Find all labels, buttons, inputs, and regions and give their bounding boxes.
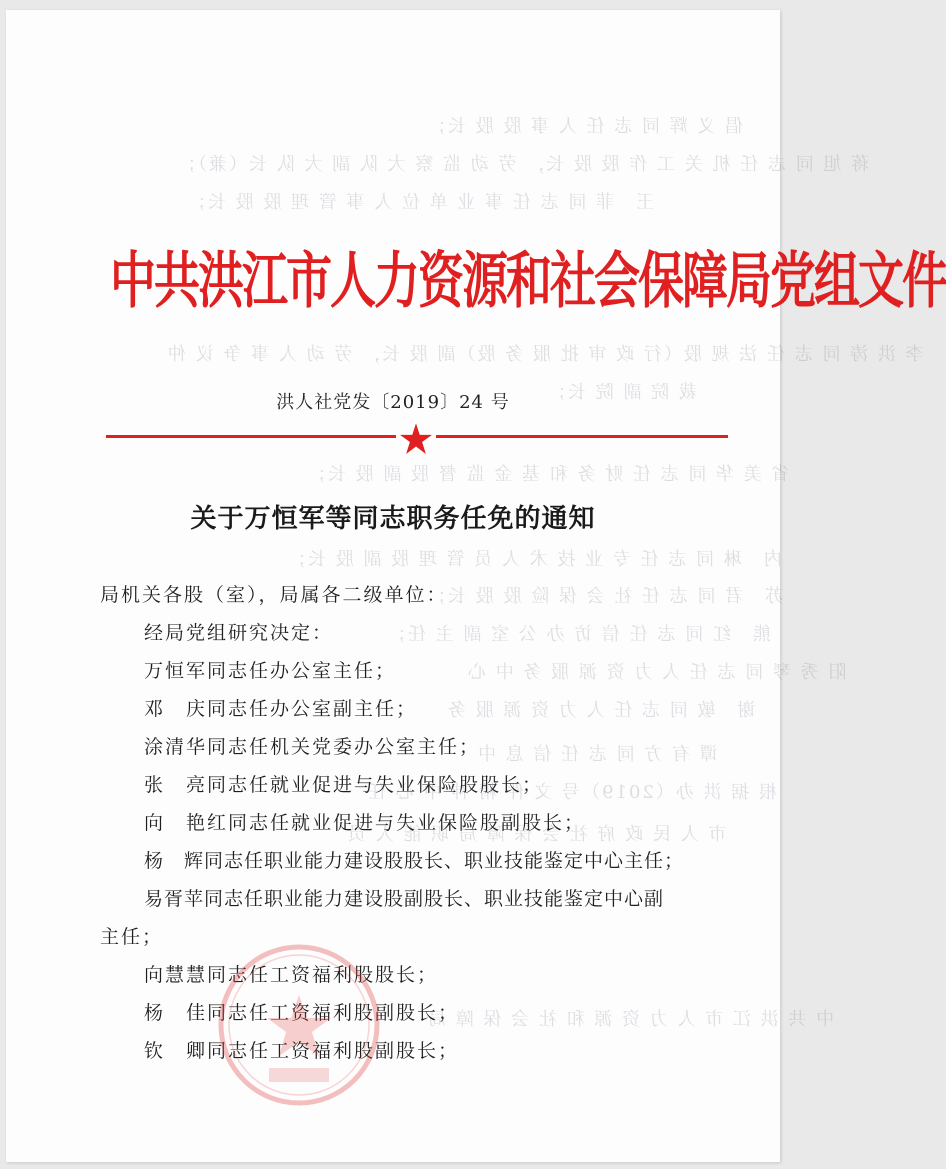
document-page (6, 10, 946, 1162)
bleed-through-text: 倡 义 辉 同 志 任 人 事 股 股 长； 蒋 旭 同 志 任 机 关 工 作 股 股 长， 劳 动 监 察 大 队 副 大 队 长（兼）； 王 菲 同 志 任 事 业 单 位 人 事 管 理 股 股 长； 李 洪 涛 同 志 任 法 规 股（行 政 审 批 服 务 股）副 股 长， 劳 动 人 事 争 议 仲 裁 院 副 院 长； 省 美 华 同 志 任 财 务 和 基 金 监 督 股 副 股 长； 内 琳 同 志 任 专 业 技 术 人 员 管 理 股 副 股 长； 苏 君 同 志 任 社 会 保 险 股 股 长； 熊 红 同 志 任 信 访 办 公 室 副 主 任； 阳 秀 琴 同 志 任 人 力 资 源 服 务 中 心 谢 敏 同 志 任 人 力 资 源 服 务 谭 有 方 同 志 任 信 息 中 根 据 洪 办（2019）号 文 件 精 神 中 心 任 市 人 民 政 府 社 会 保 障 局 职 能 人 员 中 共 洪 江 市 人 力 资 源 和 社 会 保 障 局 (166, 116, 924, 1030)
appointment-item: 涂清华同志任机关党委办公室主任； (144, 736, 481, 758)
document-header-title: 中共洪江市人力资源和社会保障局党组文件 (110, 244, 946, 316)
appointment-item: 邓 庆同志任办公室副主任； (144, 698, 418, 720)
red-star-icon (399, 422, 433, 456)
appointment-item: 钦 卿同志任工资福利股副股长； (144, 1040, 460, 1062)
appointment-item: 易胥苹同志任职业能力建设股副股长、职业技能鉴定中心副 (144, 888, 665, 910)
appointment-item: 杨 佳同志任工资福利股副股长； (144, 1002, 460, 1024)
appointment-item: 向慧慧同志任工资福利股股长； (144, 964, 439, 986)
appointment-item-continuation: 主任； (100, 926, 164, 948)
appointment-item: 向 艳红同志任就业促进与失业保险股副股长； (144, 812, 586, 834)
intro-line: 经局党组研究决定： (144, 622, 334, 644)
header-rule-right (436, 435, 728, 438)
document-number: 洪人社党发〔2019〕24 号 (276, 392, 510, 413)
appointment-item: 万恒军同志任办公室主任； (144, 660, 397, 682)
notice-title: 关于万恒军等同志职务任免的通知 (190, 504, 596, 534)
appointment-item: 张 亮同志任就业促进与失业保险股股长； (144, 774, 544, 796)
addressee-line: 局机关各股（室），局属各二级单位： (100, 584, 448, 606)
header-rule-left (106, 435, 396, 438)
appointment-item: 杨 辉同志任职业能力建设股股长、职业技能鉴定中心主任； (144, 850, 685, 872)
